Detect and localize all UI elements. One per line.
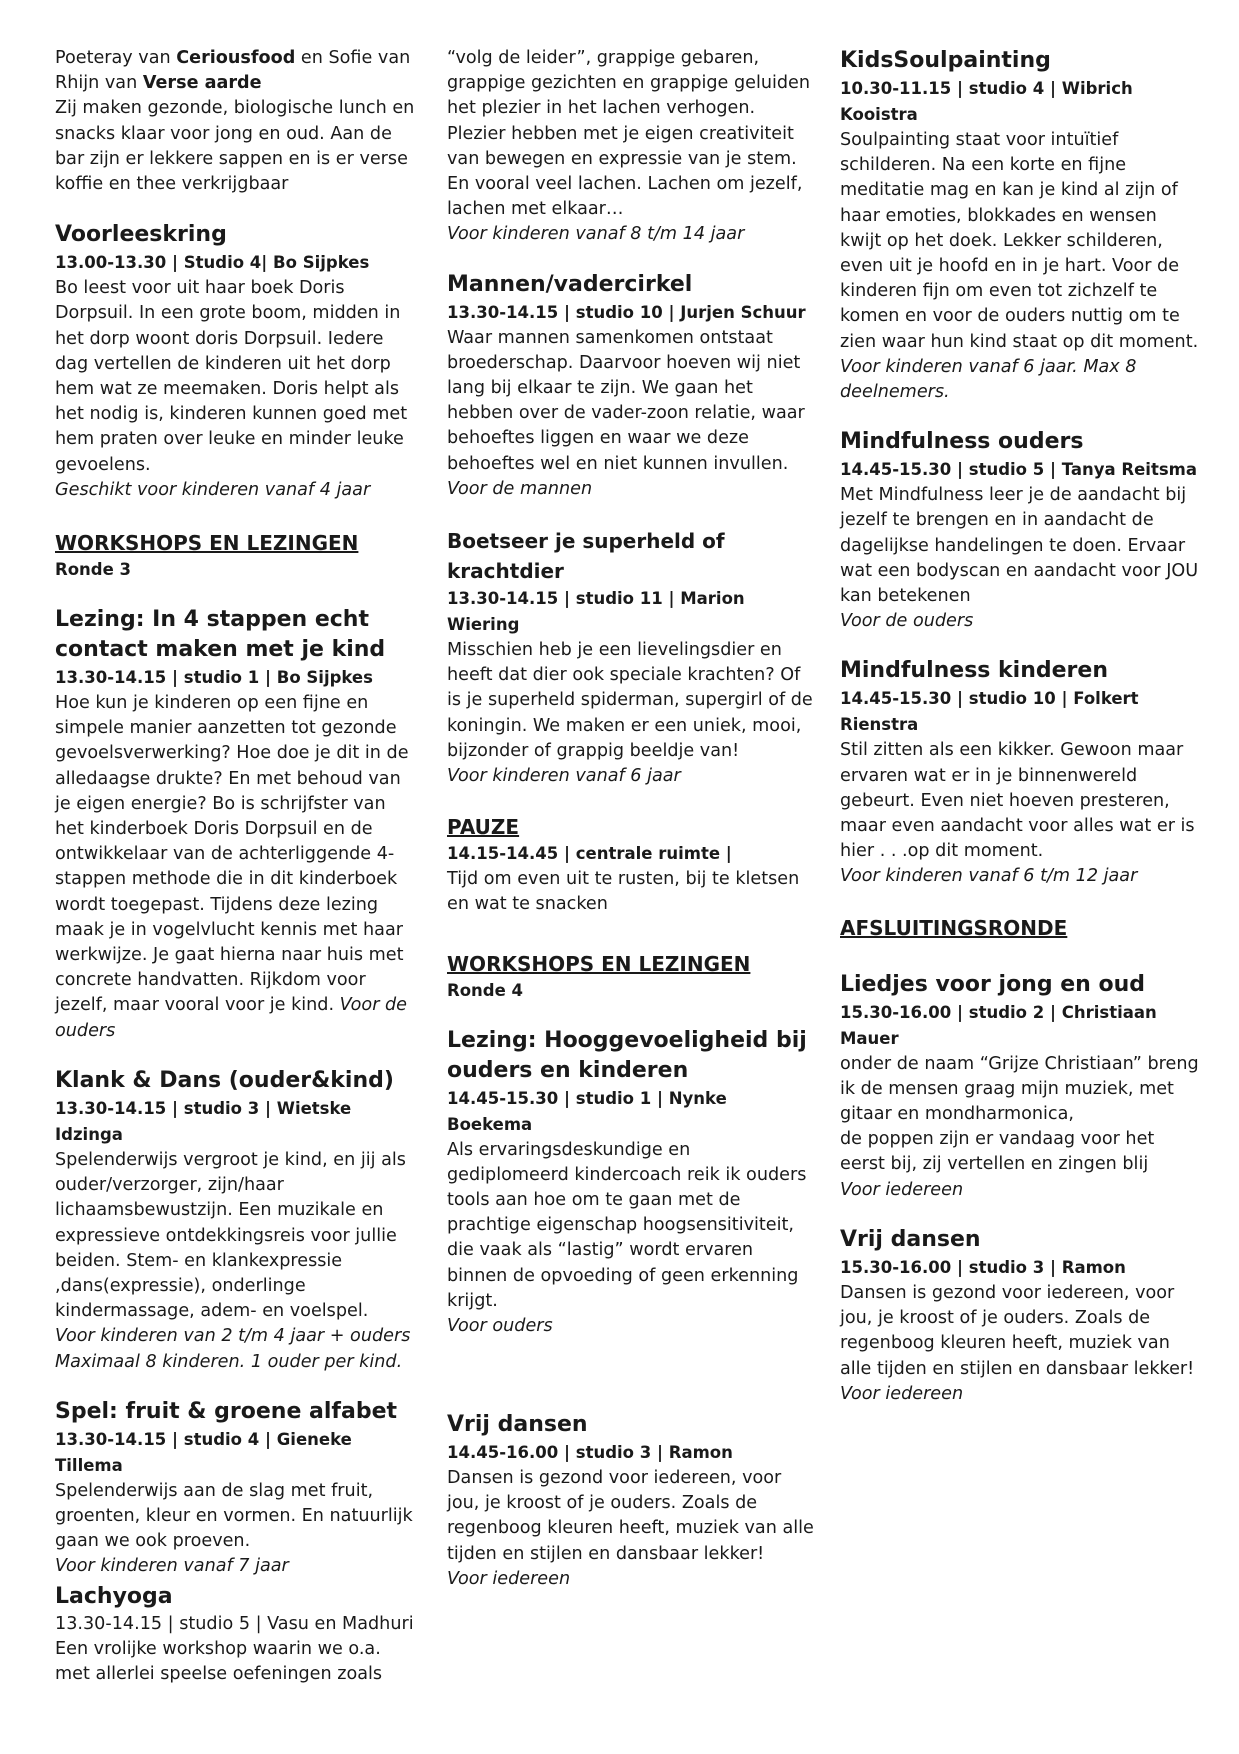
kidssoul-title: KidsSoulpainting [840,48,1051,73]
lezing-4-stappen-title: Lezing: In 4 stappen echt contact maken met je kind [55,607,386,663]
lezing-4-stappen-text: Hoe kun je kinderen op een fijne en simpele manier aanzetten tot gezonde gevoelsverwerking? Hoe doe je dit in de alledaagse drukte? En met behoud van je eigen energie? Bo is schrijfster van het kinderboek Doris Dorpsuil en de ontwikkelaar van de achterliggende 4-stappen methode die in dit kinderboek wordt toegepast. Tijdens deze lezing maak je in vogelvlucht kennis met haar werkwijze. Je gaat hierna naar huis met concrete handvatten. Rijkdom voor jezelf, maar vooral voor je kind. [55,693,409,1016]
kidssoul-note: Voor kinderen vanaf 6 jaar. Max 8 deelnemers. [840,356,1137,403]
boetseer-meta: 13.30-14.15 | studio 11 | Marion Wiering [447,589,745,635]
mindfulness-kinderen-note: Voor kinderen vanaf 6 t/m 12 jaar [840,866,1138,887]
voorleeskring-title: Voorleeskring [55,222,227,248]
pauze-block [447,813,817,917]
mindfulness-ouders-note: Voor de ouders [840,611,974,632]
lachyoga-block [55,1582,415,1688]
mindfulness-ouders-meta: 14.45-15.30 | studio 5 | Tanya Reitsma [840,460,1197,480]
lezing-4-stappen-body [55,691,415,1044]
liedjes-note: Voor iedereen [840,1179,964,1200]
intro-block [55,46,415,197]
hooggevoelig-meta: 14.45-15.30 | studio 1 | Nynke Boekema [447,1088,727,1134]
mindfulness-kinderen-meta: 14.45-15.30 | studio 10 | Folkert Rienstra [840,689,1139,735]
lezing-4-stappen-meta: 13.30-14.15 | studio 1 | Bo Sijpkes [55,668,373,688]
intro-line-2 [55,71,415,96]
intro-bold: Verse aarde [142,73,262,94]
mindfulness-kinderen-block [840,656,1200,889]
vrij-dansen-2-block [840,1225,1200,1407]
liedjes-title: Liedjes voor jong en oud [840,971,1146,997]
section-round: Ronde 4 [447,980,524,1000]
hooggevoelig-body: Als ervaringsdeskundige en gediplomeerd kindercoach reik ik ouders tools aan hoe om te gaan met de prachtige eigenschap hoogsensitiviteit, die vaak als “lastig” wordt ervaren binnen de opvoeding of geen erkenning krijgt. [447,1139,807,1311]
klank-dans-note: Voor kinderen van 2 t/m 4 jaar + ouders [55,1326,411,1347]
vrij-dansen-2-note: Voor iedereen [840,1383,964,1404]
mindfulness-kinderen-title: Mindfulness kinderen [840,658,1108,684]
hooggevoelig-block [447,1026,817,1340]
afsluiting-heading: AFSLUITINGSRONDE [840,915,1068,940]
klank-dans-note: Maximaal 8 kinderen. 1 ouder per kind. [55,1351,403,1372]
mannen-meta: 13.30-14.15 | studio 10 | Jurjen Schuur [447,302,806,322]
hooggevoelig-note: Voor ouders [447,1316,553,1337]
mindfulness-ouders-title: Mindfulness ouders [840,429,1084,455]
lachyoga-body: Een vrolijke workshop waarin we o.a. met allerlei speelse oefeningen zoals [55,1638,383,1684]
pauze-heading: PAUZE [447,815,520,840]
hooggevoelig-title: Lezing: Hooggevoeligheid bij ouders en kinderen [447,1027,807,1083]
mannen-block [447,270,817,502]
mindfulness-kinderen-body: Stil zitten als een kikker. Gewoon maar ervaren wat er in je binnenwereld gebeurt. Even niet hoeven presteren, maar even aandacht voor alles wat er is hier . . .op dit moment. [840,740,1195,862]
voorleeskring-meta: 13.00-13.30 | Studio 4| Bo Sijpkes [55,253,370,273]
vrij-dansen-body: Dansen is gezond voor iedereen, voor jou, je kroost of je ouders. Zoals de regenboog kleuren heeft, muziek van alle tijden en stijlen en dansbaar lekker! [447,1468,814,1564]
afsluiting-block [840,914,1200,942]
lachyoga-continued-block [447,46,817,248]
vrij-dansen-2-body: Dansen is gezond voor iedereen, voor jou, je kroost of je ouders. Zoals de regenboog kleuren heeft, muziek van alle tijden en stijlen en dansbaar lekker! [840,1282,1195,1379]
voorleeskring-body: Bo leest voor uit haar boek Doris Dorpsuil. In een grote boom, midden in het dorp woont doris Dorpsuil. Iedere dag vertellen de kinderen uit het dorp hem wat ze meemaken. Doris helpt als het nodig is, kinderen kunnen goed met hem praten over leuke en minder leuke gevoelens. [55,278,408,475]
voorleeskring-block [55,220,415,503]
pauze-meta: 14.15-14.45 | centrale ruimte | [447,844,732,864]
vrij-dansen-block [447,1410,817,1592]
mannen-body: Waar mannen samenkomen ontstaat broederschap. Daarvoor hoeven wij niet lang bij elkaar te zijn. We gaan het hebben over de vader-zoon relatie, waar behoeftes liggen en waar we deze behoeftes wel en niet kunnen invullen. [447,327,805,474]
spel-body: Spelenderwijs aan de slag met fruit, groenten, kleur en vormen. En natuurlijk gaan we ook proeven. [55,1480,413,1552]
vrij-dansen-2-meta: 15.30-16.00 | studio 3 | Ramon [840,1257,1126,1277]
klank-dans-title: Klank & Dans (ouder&kind) [55,1067,394,1093]
lachyoga-title: Lachyoga [55,1583,173,1609]
liedjes-block [840,970,1200,1203]
spel-title: Spel: fruit & groene alfabet [55,1398,398,1424]
liedjes-body: de poppen zijn er vandaag voor het eerst bij, zij vertellen en zingen blij [840,1129,1155,1175]
vrij-dansen-2-title: Vrij dansen [840,1226,981,1252]
spel-meta: 13.30-14.15 | studio 4 | Gieneke Tillema [55,1429,352,1475]
intro-line-1 [55,46,415,71]
mindfulness-ouders-body: Met Mindfulness leer je de aandacht bij jezelf te brengen en in aandacht de dagelijkse handelingen te doen. Ervaar wat een bodyscan en aandacht voor JOU kan betekenen [840,485,1199,607]
boetseer-title: Boetseer je superheld of krachtdier [447,529,725,584]
klank-dans-meta: 13.30-14.15 | studio 3 | Wietske Idzinga [55,1098,352,1144]
lachyoga-meta: 13.30-14.15 | studio 5 | Vasu en Madhuri [55,1613,414,1634]
klank-dans-body: Spelenderwijs vergroot je kind, en jij als ouder/verzorger, zijn/haar lichaamsbewustzijn. Een muzikale en expressieve ontdekkingsreis voor jullie beiden. Stem- en klankexpressie ,dans(expressie), onderlinge kindermassage, adem- en voelspel. [55,1149,406,1322]
section-round: Ronde 3 [55,560,132,580]
section-ronde-3 [55,529,415,583]
column-right [840,46,1200,1407]
lachyoga-continued-body: “volg de leider”, grappige gebaren, grappige gezichten en grappige geluiden het plezier in het lachen verhogen. Plezier hebben met je eigen creativiteit van bewegen en expressie van je stem. En vooral veel lachen. Lachen om jezelf, lachen met elkaar… [447,48,811,220]
lezing-4-stappen-block [55,605,415,1044]
lachyoga-note: Voor kinderen vanaf 8 t/m 14 jaar [447,224,745,245]
boetseer-block [447,526,817,789]
column-left [55,46,415,1687]
intro-text: en Sofie van [295,48,411,68]
lezing-4-stappen-note: Voor de ouders [55,995,408,1041]
mindfulness-ouders-block [840,427,1200,634]
mannen-title: Mannen/vadercirkel [447,271,693,297]
intro-body: Zij maken gezonde, biologische lunch en snacks klaar voor jong en oud. Aan de bar zijn er lekkere sappen en is er verse koffie en thee verkrijgbaar [55,98,415,195]
voorleeskring-note: Geschikt voor kinderen vanaf 4 jaar [55,479,371,500]
column-middle [447,46,817,1589]
boetseer-note: Voor kinderen vanaf 6 jaar [447,766,681,787]
section-ronde-4 [447,950,817,1004]
intro-bold: Ceriousfood [176,48,296,68]
klank-dans-block [55,1066,415,1375]
vrij-dansen-note: Voor iedereen [447,1568,571,1589]
mannen-note: Voor de mannen [447,478,593,499]
section-heading: WORKSHOPS EN LEZINGEN [447,951,751,976]
intro-text: Poeteray van [55,48,177,68]
liedjes-meta: 15.30-16.00 | studio 2 | Christiaan Mauer [840,1002,1157,1048]
spel-note: Voor kinderen vanaf 7 jaar [55,1556,289,1577]
liedjes-body: onder de naam “Grijze Christiaan” breng ik de mensen graag mijn muziek, met gitaar en mondharmonica, [840,1053,1199,1125]
intro-text: Rhijn van [55,73,143,94]
spel-block [55,1397,415,1580]
boetseer-body: Misschien heb je een lievelingsdier en heeft dat dier ook speciale krachten? Of is je superheld spiderman, supergirl of de koningin. We maken er een uniek, mooi, bijzonder of grappig beeldje van! [447,640,813,761]
kidssoul-meta: 10.30-11.15 | studio 4 | Wibrich Kooistra [840,79,1133,124]
kidssoul-block [840,46,1200,405]
kidssoul-body: Soulpainting staat voor intuïtief schilderen. Na een korte en fijne meditatie mag en kan je kind al zijn of haar emoties, blokkades en wensen kwijt op het doek. Lekker schilderen, even uit je hoofd en in je hart. Voor de kinderen fijn om even tot zichzelf te komen en voor de ouders nuttig om te zien waar hun kind staat op dit moment. [840,130,1199,352]
pauze-body: Tijd om even uit te rusten, bij te kletsen en wat te snacken [447,869,800,915]
section-heading: WORKSHOPS EN LEZINGEN [55,531,359,556]
vrij-dansen-title: Vrij dansen [447,1412,588,1437]
vrij-dansen-meta: 14.45-16.00 | studio 3 | Ramon [447,1443,733,1462]
